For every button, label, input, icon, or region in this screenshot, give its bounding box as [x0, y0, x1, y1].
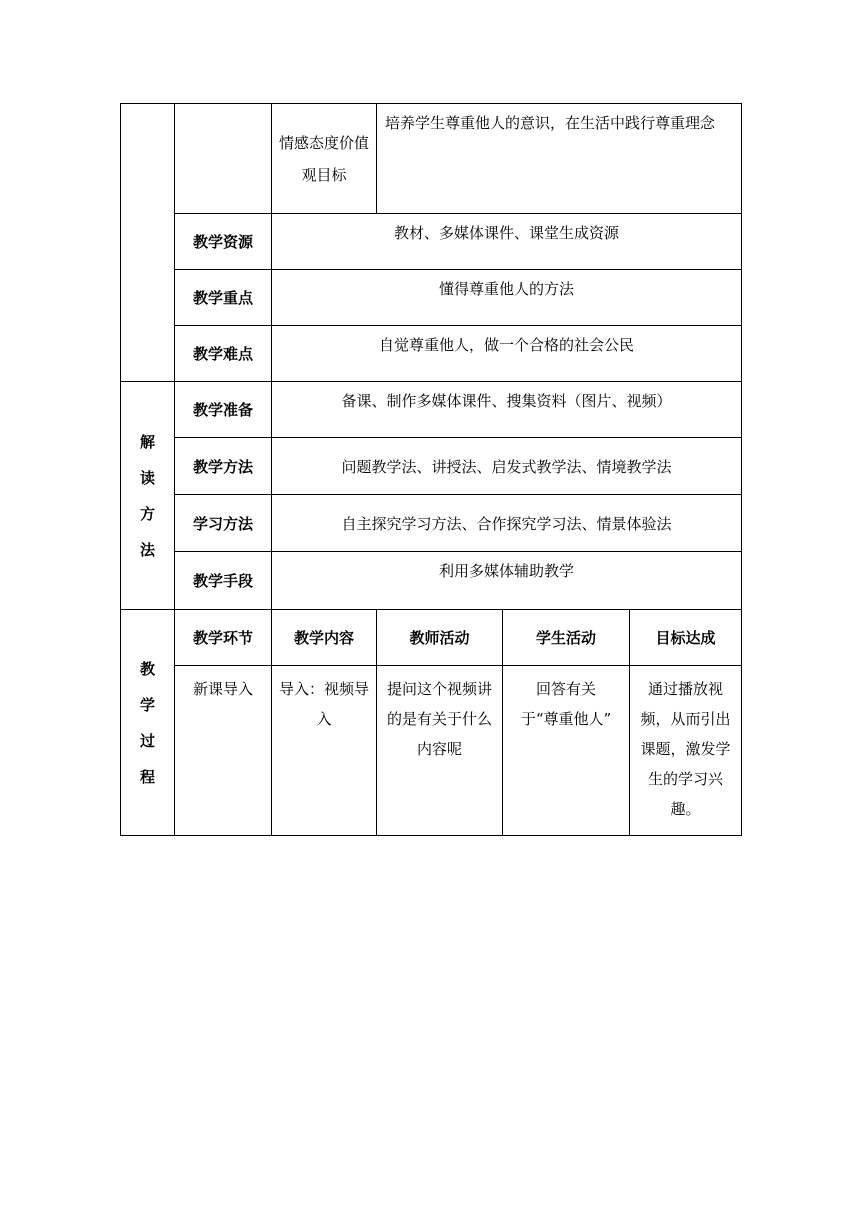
learning-method-row	[121, 495, 742, 552]
key-point-row	[121, 270, 742, 326]
blank-label-cell	[175, 104, 272, 214]
process-row	[121, 666, 742, 836]
student-activity-cell: 回答有关于“尊重他人”	[503, 666, 630, 836]
row-value: 自主探究学习方法、合作探究学习法、情景体验法	[272, 495, 742, 552]
goal-text: 培养学生尊重他人的意识，在生活中践行尊重理念	[377, 104, 742, 214]
stage-cell: 新课导入	[175, 666, 272, 836]
content-cell: 导入：视频导入	[272, 666, 377, 836]
row-label: 教学手段	[175, 552, 272, 610]
col-header: 教师活动	[377, 610, 503, 666]
side-char: 程	[139, 767, 155, 786]
section1-side-cell	[121, 104, 175, 382]
side-char: 解	[139, 432, 155, 451]
prep-row	[121, 382, 742, 438]
goal-label: 情感态度价值观目标	[272, 104, 377, 214]
difficulty-row	[121, 326, 742, 382]
section3-side-label	[121, 610, 175, 836]
side-char: 学	[139, 695, 155, 714]
row-value: 自觉尊重他人，做一个合格的社会公民	[272, 326, 742, 382]
row-value: 懂得尊重他人的方法	[272, 270, 742, 326]
lesson-plan-table	[120, 103, 742, 836]
resource-row	[121, 214, 742, 270]
col-header: 目标达成	[630, 610, 742, 666]
side-char: 读	[139, 468, 155, 487]
row-label: 教学资源	[175, 214, 272, 270]
row-value: 利用多媒体辅助教学	[272, 552, 742, 610]
method-row	[121, 438, 742, 495]
row-label: 教学方法	[175, 438, 272, 495]
row-label: 教学难点	[175, 326, 272, 382]
row-label: 教学准备	[175, 382, 272, 438]
row-value: 备课、制作多媒体课件、搜集资料（图片、视频）	[272, 382, 742, 438]
row-value: 教材、多媒体课件、课堂生成资源	[272, 214, 742, 270]
side-char: 教	[139, 659, 155, 678]
goal-achievement-cell: 通过播放视频，从而引出课题，激发学生的学习兴趣。	[630, 666, 742, 836]
process-header-row	[121, 610, 742, 666]
col-header: 学生活动	[503, 610, 630, 666]
col-header: 教学环节	[175, 610, 272, 666]
goal-row	[121, 104, 742, 214]
side-char: 法	[139, 540, 155, 559]
side-char: 过	[139, 731, 155, 750]
row-label: 学习方法	[175, 495, 272, 552]
row-value: 问题教学法、讲授法、启发式教学法、情境教学法	[272, 438, 742, 495]
section2-side-label	[121, 382, 175, 610]
row-label: 教学重点	[175, 270, 272, 326]
means-row	[121, 552, 742, 610]
col-header: 教学内容	[272, 610, 377, 666]
side-char: 方	[139, 504, 155, 523]
teacher-activity-cell: 提问这个视频讲的是有关于什么内容呢	[377, 666, 503, 836]
